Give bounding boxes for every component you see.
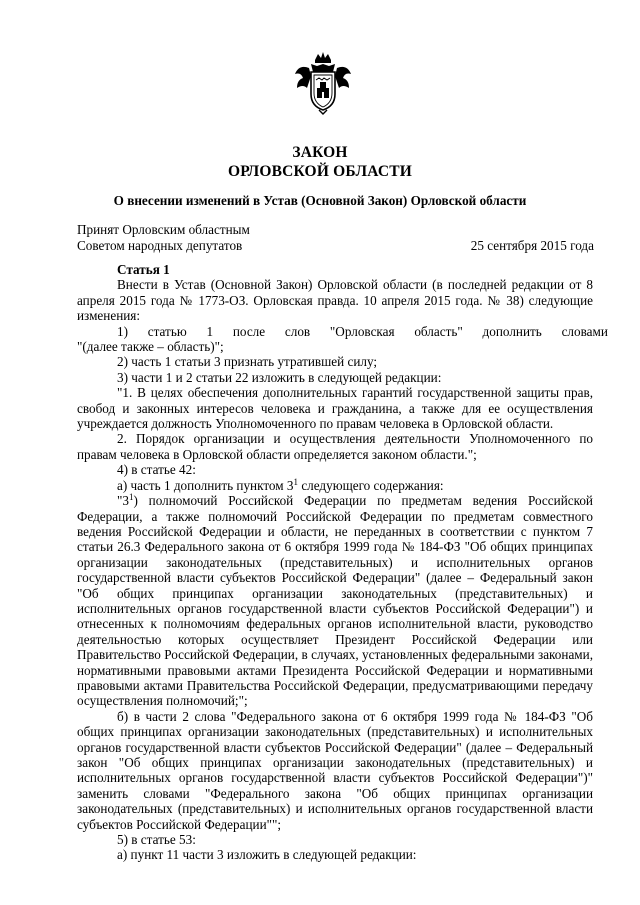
paragraph-3: 3) части 1 и 2 статьи 22 изложить в следующей редакции:: [117, 369, 442, 385]
law-title: ЗАКОН: [292, 144, 348, 161]
paragraph-4-quote: [77, 493, 593, 709]
adopted-by: [77, 222, 250, 254]
paragraph-1-continued: "(далее также – область)";: [77, 339, 224, 355]
coat-of-arms-icon: [291, 50, 355, 116]
paragraph-4-quote-text: ) полномочий Российской Федерации по предметам ведения Российской Федерации, а также полномочий Российской Федерации по предметам совместного ведения Российской Федерации и области, не переданных в соответствии с пунктом 7 статьи 26.3 Федерального закона от 6 октября 1999 года № 184-ФЗ "Об общих принципах организации законодательных (представительных) и исполнительных органов государственной власти субъектов Российской Федерации" (далее – Федеральный закон "Об общих принципах организации законодательных (представительных) и исполнительных органов государственной власти субъектов Российской Федерации") и отнесенных к полномочиям федеральных органов исполнительной власти, руководство деятельностью которых осуществляет Президент Российской Федерации или Правительство Российской Федерации, в случаях, установленных федеральными законами, нормативными правовыми актами Президента Российской Федерации и нормативными правовыми актами Правительства Российской Федерации, предусматривающими передачу осуществления полномочий;";: [77, 493, 593, 709]
paragraph-4-quote-start: "3: [117, 493, 129, 509]
paragraph-intro: Внести в Устав (Основной Закон) Орловской области (в последней редакции от 8 апреля 2015 года № 1773-ОЗ. Орловская правда. 10 апреля 2015 года. № 38) следующие изменения:: [77, 277, 593, 324]
paragraph-4a-tail: следующего содержания:: [298, 477, 444, 493]
paragraph-1: 1) статью 1 после слов "Орловская область" дополнить словами: [117, 323, 608, 339]
paragraph-4b: б) в части 2 слова "Федерального закона от 6 октября 1999 года № 184-ФЗ "Об общих принципах организации законодательных (представительных) и исполнительных органов государственной власти субъектов Российской Федерации" (далее – Федеральный закон "Об общих принципах организации законодательных (представительных) и исполнительных органов государственной власти субъектов Российской Федерации")" заменить словами "Федерального закона "Об общих принципах организации законодательных (представительных) и исполнительных органов государственной власти субъектов Российской Федерации"";: [77, 708, 593, 832]
law-subtitle: О внесении изменений в Устав (Основной Закон) Орловской области: [113, 193, 527, 208]
paragraph-5a: а) пункт 11 части 3 изложить в следующей редакции:: [117, 847, 417, 863]
paragraph-4: 4) в статье 42:: [117, 462, 196, 478]
article-heading: Статья 1: [117, 262, 170, 277]
adoption-date: 25 сентября 2015 года: [470, 238, 594, 253]
article-body: [77, 262, 608, 863]
paragraph-4a: [77, 478, 593, 493]
paragraph-2: 2) часть 1 статьи 3 признать утратившей силу;: [117, 354, 378, 370]
paragraph-3-part-2: 2. Порядок организации и осуществления деятельности Уполномоченного по правам человека в Орловской области определяется законом области.";: [77, 431, 593, 462]
superscript: 1: [293, 476, 299, 487]
adopted-by-line-2: Советом народных депутатов: [77, 238, 243, 253]
paragraph-4a-text: а) часть 1 дополнить пунктом 3: [117, 477, 294, 493]
paragraph-3-part-1: "1. В целях обеспечения дополнительных гарантий государственной защиты прав, свобод и законных интересов человека и гражданина, а также для ее осуществления учреждается должность Уполномоченного по правам человека в Орловской области.: [77, 385, 593, 432]
adopted-by-line-1: Принят Орловским областным: [77, 222, 250, 237]
region-title: ОРЛОВСКОЙ ОБЛАСТИ: [227, 163, 413, 180]
superscript: 1: [128, 492, 134, 503]
paragraph-5: 5) в статье 53:: [117, 832, 196, 848]
